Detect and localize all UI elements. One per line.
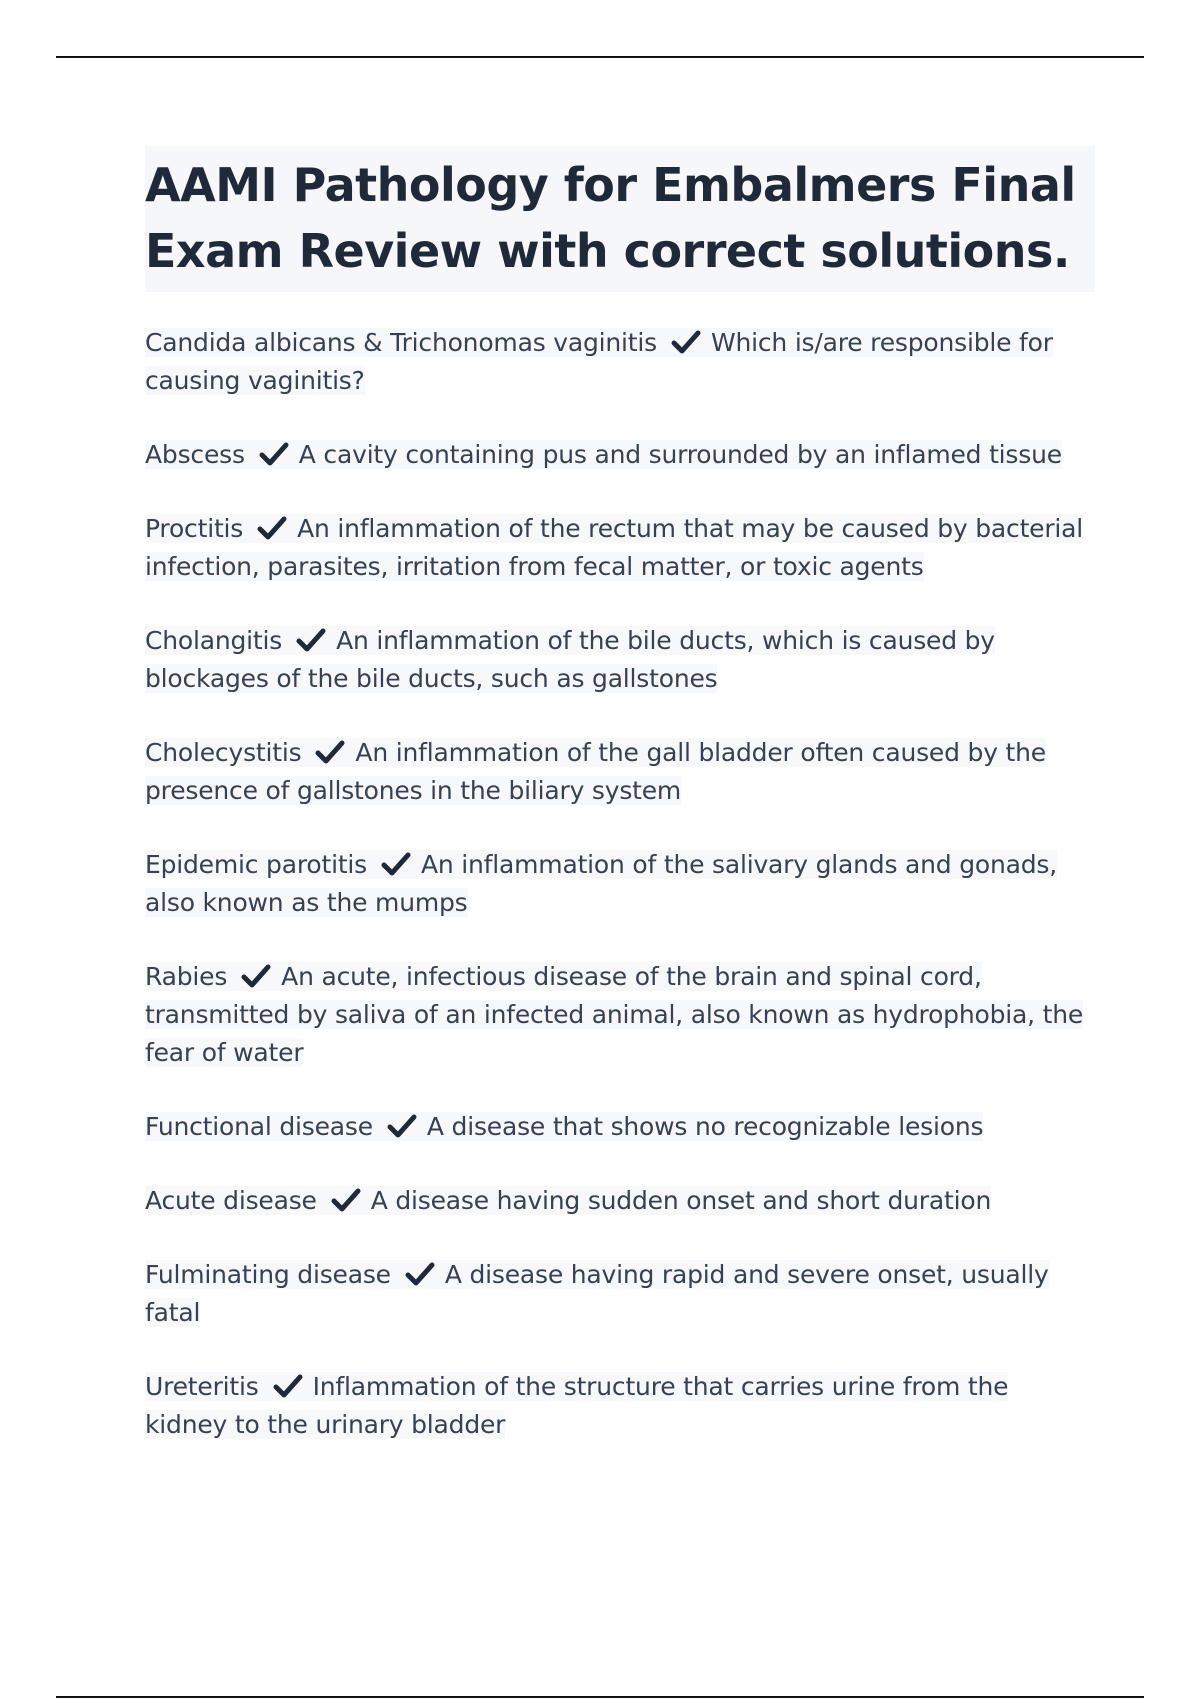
answer-text: A cavity containing pus and surrounded by an inflamed tissue bbox=[298, 440, 1062, 469]
list-item bbox=[145, 1368, 1095, 1444]
top-rule bbox=[56, 56, 1144, 58]
term-text: Candida albicans & Trichonomas vaginitis bbox=[145, 328, 657, 357]
document-body bbox=[145, 146, 1095, 1480]
check-icon bbox=[405, 1262, 435, 1286]
term-text: Epidemic parotitis bbox=[145, 850, 367, 879]
answer-text: A disease having rapid and severe onset, usually fatal bbox=[145, 1260, 1049, 1327]
answer-text: A disease having sudden onset and short duration bbox=[370, 1186, 992, 1215]
answer-text: An acute, infectious disease of the brain and spinal cord, transmitted by saliva of an infected animal, also known as hydrophobia, the fear of water bbox=[145, 962, 1084, 1067]
list-item bbox=[145, 1108, 1095, 1146]
check-icon bbox=[671, 330, 701, 354]
term-text: Acute disease bbox=[145, 1186, 317, 1215]
term-text: Functional disease bbox=[145, 1112, 373, 1141]
term-text: Cholangitis bbox=[145, 626, 283, 655]
list-item bbox=[145, 436, 1095, 474]
term-text: Proctitis bbox=[145, 514, 244, 543]
page-title: AAMI Pathology for Embalmers Final Exam Review with correct solutions. bbox=[145, 146, 1095, 292]
check-icon bbox=[387, 1114, 417, 1138]
check-icon bbox=[259, 442, 289, 466]
term-text: Rabies bbox=[145, 962, 228, 991]
list-item bbox=[145, 1256, 1095, 1332]
bottom-rule bbox=[56, 1696, 1144, 1698]
check-icon bbox=[273, 1374, 303, 1398]
check-icon bbox=[381, 852, 411, 876]
answer-text: Inflammation of the structure that carries urine from the kidney to the urinary bladder bbox=[145, 1372, 1009, 1439]
answer-text: Which is/are responsible for causing vaginitis? bbox=[145, 328, 1053, 395]
term-text: Ureteritis bbox=[145, 1372, 259, 1401]
answer-text: An inflammation of the gall bladder often caused by the presence of gallstones in the biliary system bbox=[145, 738, 1046, 805]
term-text: Abscess bbox=[145, 440, 245, 469]
answer-text: A disease that shows no recognizable lesions bbox=[426, 1112, 984, 1141]
answer-text: An inflammation of the salivary glands and gonads, also known as the mumps bbox=[145, 850, 1057, 917]
qa-list bbox=[145, 324, 1095, 1444]
list-item bbox=[145, 846, 1095, 922]
term-text: Cholecystitis bbox=[145, 738, 302, 767]
list-item bbox=[145, 734, 1095, 810]
check-icon bbox=[331, 1188, 361, 1212]
list-item bbox=[145, 622, 1095, 698]
list-item bbox=[145, 324, 1095, 400]
check-icon bbox=[257, 516, 287, 540]
check-icon bbox=[241, 964, 271, 988]
list-item bbox=[145, 1182, 1095, 1220]
check-icon bbox=[296, 628, 326, 652]
list-item bbox=[145, 958, 1095, 1072]
answer-text: An inflammation of the rectum that may be caused by bacterial infection, parasites, irritation from fecal matter, or toxic agents bbox=[145, 514, 1084, 581]
check-icon bbox=[315, 740, 345, 764]
term-text: Fulminating disease bbox=[145, 1260, 391, 1289]
list-item bbox=[145, 510, 1095, 586]
answer-text: An inflammation of the bile ducts, which is caused by blockages of the bile ducts, such as gallstones bbox=[145, 626, 995, 693]
